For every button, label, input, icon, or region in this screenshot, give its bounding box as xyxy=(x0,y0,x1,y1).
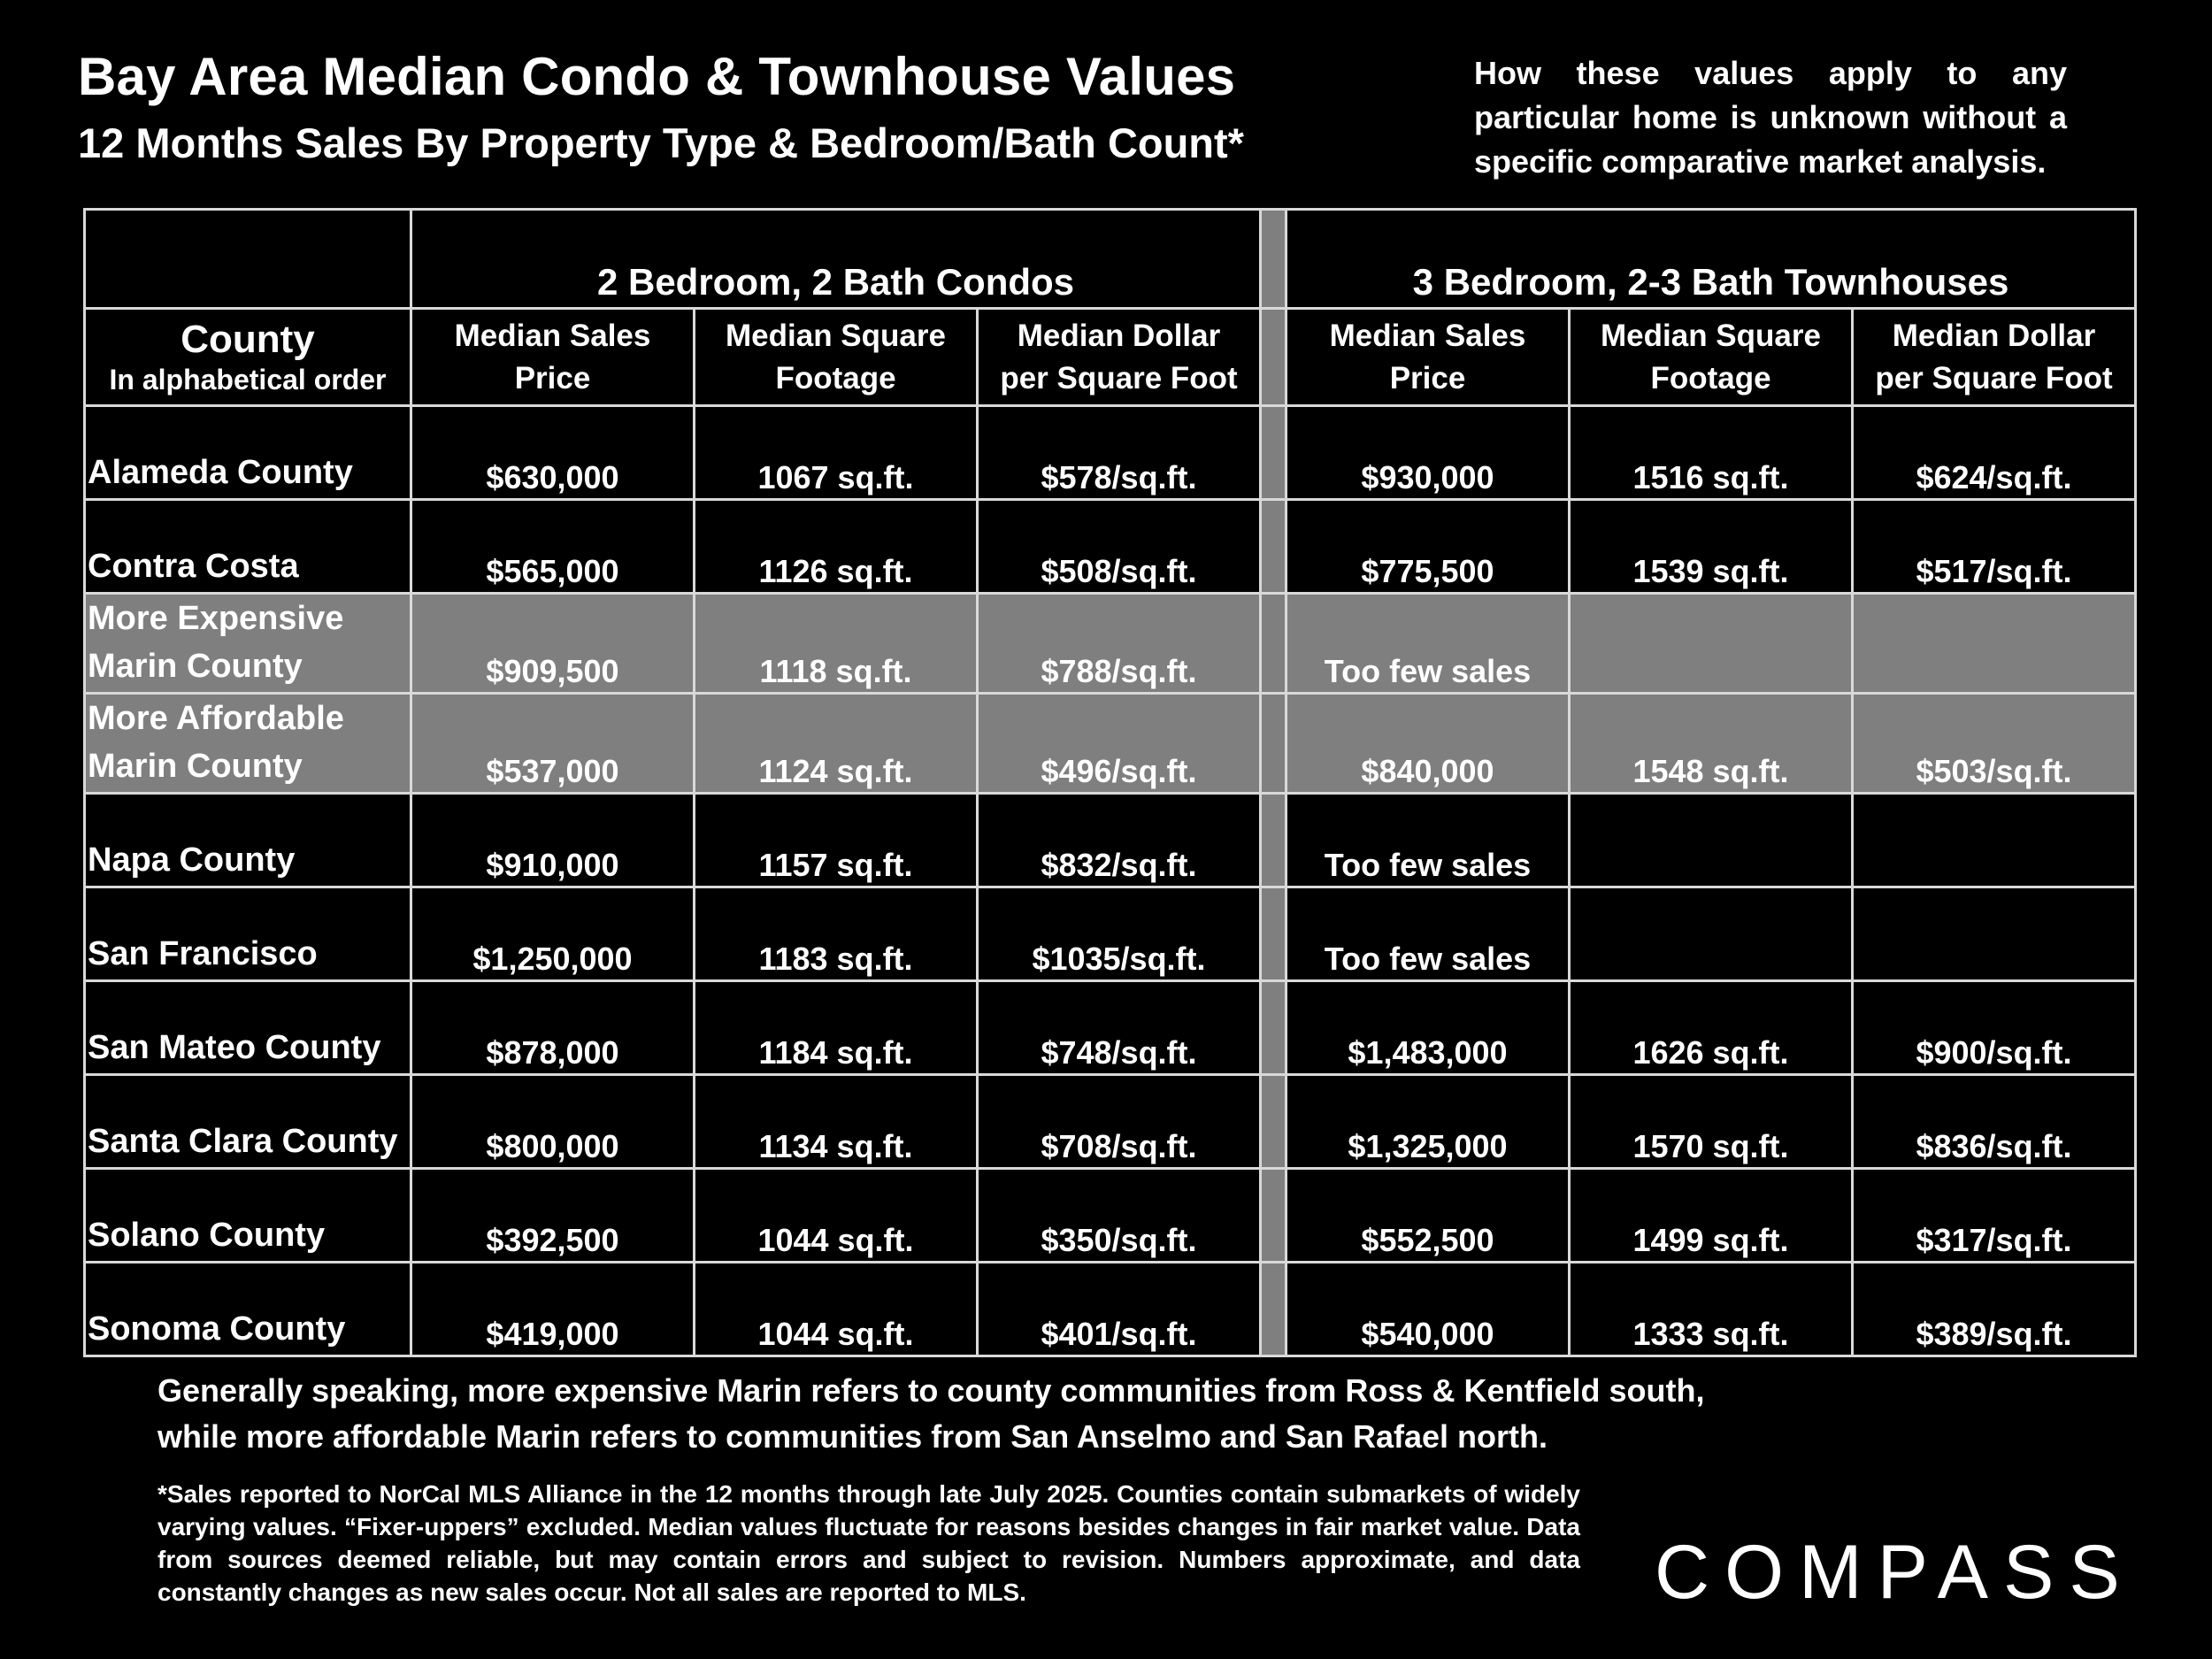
condo-price-cell: $1,250,000 xyxy=(411,887,695,981)
page-title: Bay Area Median Condo & Townhouse Values xyxy=(78,47,1236,106)
condo-price-cell: $909,500 xyxy=(411,594,695,694)
townhouse-sqft-cell: 1570 sq.ft. xyxy=(1570,1075,1853,1169)
townhouse-sqft-cell: 1499 sq.ft. xyxy=(1570,1169,1853,1263)
table-row xyxy=(85,794,2136,887)
townhouse-sqft-cell xyxy=(1570,594,1853,694)
townhouse-ppsf-cell: $624/sq.ft. xyxy=(1853,406,2136,500)
county-name: San Francisco xyxy=(88,935,318,972)
condo-ppsf-cell: $1035/sq.ft. xyxy=(978,887,1261,981)
county-cell xyxy=(85,981,411,1075)
condo-price-cell: $878,000 xyxy=(411,981,695,1075)
county-name: Sonoma County xyxy=(88,1310,346,1348)
townhouse-ppsf-header: Median Dollar per Square Foot xyxy=(1853,309,2136,406)
county-name: Santa Clara County xyxy=(88,1123,398,1160)
townhouse-sqft-cell: 1539 sq.ft. xyxy=(1570,500,1853,594)
column-separator xyxy=(1261,1263,1286,1356)
column-separator xyxy=(1261,981,1286,1075)
county-name-line2: Marin County xyxy=(88,748,303,785)
condo-ppsf-cell: $508/sq.ft. xyxy=(978,500,1261,594)
condo-sqft-cell: 1044 sq.ft. xyxy=(695,1263,978,1356)
condo-ppsf-cell: $350/sq.ft. xyxy=(978,1169,1261,1263)
county-name: Contra Costa xyxy=(88,548,299,585)
townhouse-sqft-cell: 1516 sq.ft. xyxy=(1570,406,1853,500)
disclaimer-text: How these values apply to any particular home is unknown without a specific comparative market analysis. xyxy=(1474,55,2067,180)
column-separator xyxy=(1261,1075,1286,1169)
townhouse-price-cell: Too few sales xyxy=(1286,594,1570,694)
townhouse-price-header: Median Sales Price xyxy=(1286,309,1570,406)
column-separator xyxy=(1261,309,1286,406)
townhouse-ppsf-cell: $836/sq.ft. xyxy=(1853,1075,2136,1169)
townhouse-ppsf-cell xyxy=(1853,594,2136,694)
table-row xyxy=(85,500,2136,594)
column-separator xyxy=(1261,406,1286,500)
table-row xyxy=(85,1075,2136,1169)
condo-sqft-cell: 1184 sq.ft. xyxy=(695,981,978,1075)
condo-ppsf-cell: $748/sq.ft. xyxy=(978,981,1261,1075)
townhouse-ppsf-cell xyxy=(1853,794,2136,887)
condo-price-cell: $630,000 xyxy=(411,406,695,500)
sources-footnote: *Sales reported to NorCal MLS Alliance in the 12 months through late July 2025. Counties contain submarkets of widely varying values. “Fixer-uppers” excluded. Median values fluctuate for reasons besides changes in fair market value. Data from sources deemed reliable, but may contain errors and subject to revision. Numbers approximate, and data constantly changes as new sales occur. Not all sales are reported to MLS. xyxy=(157,1480,1580,1606)
table-row xyxy=(85,1263,2136,1356)
condo-sqft-cell: 1126 sq.ft. xyxy=(695,500,978,594)
corner-cell xyxy=(85,210,411,309)
table-row xyxy=(85,694,2136,794)
townhouse-price-cell: $1,483,000 xyxy=(1286,981,1570,1075)
townhouse-sqft-cell xyxy=(1570,887,1853,981)
townhouse-sqft-cell: 1333 sq.ft. xyxy=(1570,1263,1853,1356)
townhouse-sqft-cell: 1548 sq.ft. xyxy=(1570,694,1853,794)
condo-sqft-cell: 1067 sq.ft. xyxy=(695,406,978,500)
county-cell xyxy=(85,694,411,794)
condo-sqft-cell: 1157 sq.ft. xyxy=(695,794,978,887)
condo-price-cell: $565,000 xyxy=(411,500,695,594)
table-row xyxy=(85,1169,2136,1263)
condo-price-cell: $392,500 xyxy=(411,1169,695,1263)
townhouse-ppsf-cell: $317/sq.ft. xyxy=(1853,1169,2136,1263)
townhouse-ppsf-cell: $517/sq.ft. xyxy=(1853,500,2136,594)
condo-sqft-header: Median Square Footage xyxy=(695,309,978,406)
condo-sqft-cell: 1044 sq.ft. xyxy=(695,1169,978,1263)
county-cell xyxy=(85,594,411,694)
townhouse-sqft-header: Median Square Footage xyxy=(1570,309,1853,406)
county-cell xyxy=(85,1263,411,1356)
condo-ppsf-header: Median Dollar per Square Foot xyxy=(978,309,1261,406)
county-name: Alameda County xyxy=(88,454,353,491)
condo-price-cell: $537,000 xyxy=(411,694,695,794)
condo-sqft-cell: 1134 sq.ft. xyxy=(695,1075,978,1169)
county-cell xyxy=(85,1075,411,1169)
county-column-header xyxy=(85,309,411,406)
column-separator xyxy=(1261,594,1286,694)
condo-ppsf-cell: $496/sq.ft. xyxy=(978,694,1261,794)
county-cell xyxy=(85,406,411,500)
values-table xyxy=(83,208,2137,1357)
condo-sqft-cell: 1124 sq.ft. xyxy=(695,694,978,794)
column-separator xyxy=(1261,794,1286,887)
column-separator xyxy=(1261,500,1286,594)
table-row xyxy=(85,887,2136,981)
county-name: More Expensive xyxy=(88,600,344,637)
condo-price-cell: $419,000 xyxy=(411,1263,695,1356)
condo-ppsf-cell: $788/sq.ft. xyxy=(978,594,1261,694)
townhouse-price-cell: $775,500 xyxy=(1286,500,1570,594)
condo-ppsf-cell: $401/sq.ft. xyxy=(978,1263,1261,1356)
county-header-sublabel: In alphabetical order xyxy=(109,363,387,396)
county-cell xyxy=(85,1169,411,1263)
group-header-condos: 2 Bedroom, 2 Bath Condos xyxy=(411,210,1261,309)
column-separator xyxy=(1261,1169,1286,1263)
condo-sqft-cell: 1118 sq.ft. xyxy=(695,594,978,694)
table-row xyxy=(85,981,2136,1075)
condo-price-cell: $800,000 xyxy=(411,1075,695,1169)
townhouse-sqft-cell: 1626 sq.ft. xyxy=(1570,981,1853,1075)
townhouse-ppsf-cell: $389/sq.ft. xyxy=(1853,1263,2136,1356)
marin-definition-note: Generally speaking, more expensive Marin refers to county communities from Ross & Kentfield south, while more affordable Marin refers to communities from San Anselmo and San Rafael north. xyxy=(157,1372,1705,1455)
county-cell xyxy=(85,887,411,981)
county-name: Solano County xyxy=(88,1217,326,1254)
column-header-row xyxy=(85,309,2136,406)
county-name: Napa County xyxy=(88,841,296,879)
townhouse-price-cell: $840,000 xyxy=(1286,694,1570,794)
townhouse-price-cell: $930,000 xyxy=(1286,406,1570,500)
county-name: San Mateo County xyxy=(88,1029,381,1066)
townhouse-sqft-cell xyxy=(1570,794,1853,887)
column-separator xyxy=(1261,887,1286,981)
townhouse-price-cell: Too few sales xyxy=(1286,887,1570,981)
condo-ppsf-cell: $832/sq.ft. xyxy=(978,794,1261,887)
county-name: More Affordable xyxy=(88,700,344,737)
townhouse-ppsf-cell: $900/sq.ft. xyxy=(1853,981,2136,1075)
townhouse-price-cell: Too few sales xyxy=(1286,794,1570,887)
condo-ppsf-cell: $578/sq.ft. xyxy=(978,406,1261,500)
condo-sqft-cell: 1183 sq.ft. xyxy=(695,887,978,981)
group-header-row xyxy=(85,210,2136,309)
townhouse-ppsf-cell xyxy=(1853,887,2136,981)
table-row xyxy=(85,594,2136,694)
townhouse-price-cell: $552,500 xyxy=(1286,1169,1570,1263)
county-header-label: County xyxy=(180,317,315,361)
page-subtitle: 12 Months Sales By Property Type & Bedroom/Bath Count* xyxy=(78,119,1244,166)
condo-price-header: Median Sales Price xyxy=(411,309,695,406)
column-separator xyxy=(1261,694,1286,794)
group-header-townhouses: 3 Bedroom, 2-3 Bath Townhouses xyxy=(1286,210,2136,309)
townhouse-ppsf-cell: $503/sq.ft. xyxy=(1853,694,2136,794)
compass-logo: COMPASS xyxy=(1655,1530,2135,1615)
column-separator xyxy=(1261,210,1286,309)
county-cell xyxy=(85,500,411,594)
townhouse-price-cell: $1,325,000 xyxy=(1286,1075,1570,1169)
condo-ppsf-cell: $708/sq.ft. xyxy=(978,1075,1261,1169)
county-name-line2: Marin County xyxy=(88,648,303,685)
table-row xyxy=(85,406,2136,500)
county-cell xyxy=(85,794,411,887)
townhouse-price-cell: $540,000 xyxy=(1286,1263,1570,1356)
condo-price-cell: $910,000 xyxy=(411,794,695,887)
